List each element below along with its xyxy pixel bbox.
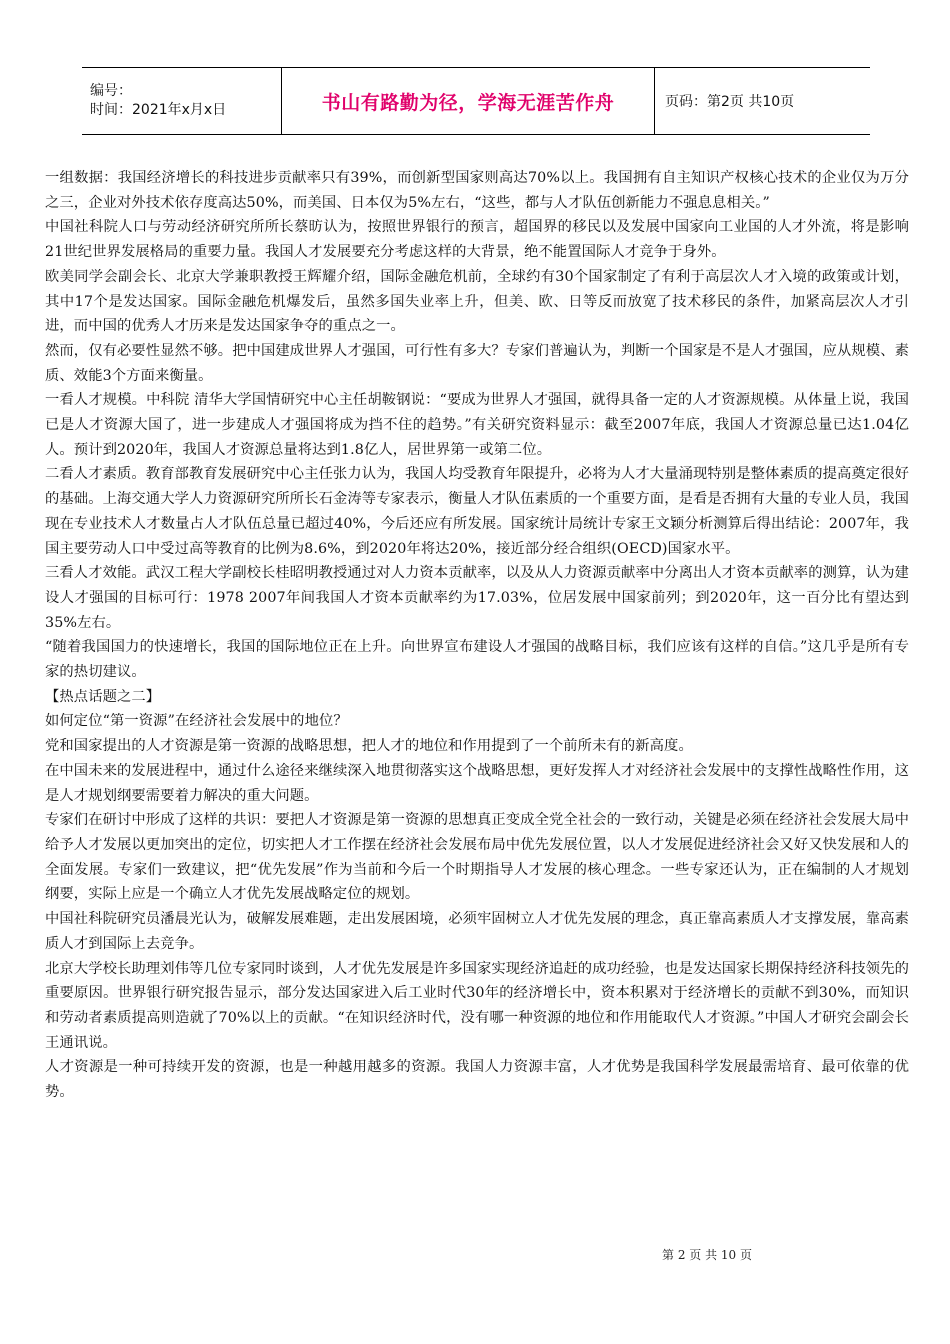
paragraph: 北京大学校长助理刘伟等几位专家同时谈到，人才优先发展是许多国家实现经济追赶的成功经验，也是发达国家长期保持经济科技领先的重要原因。世界银行研究报告显示，部分发达国家进入后工业时代30年的经济增长中，资本积累对于经济增长的贡献不到30%，而知识和劳动者素质提高则造就了70%以上的贡献。“在知识经济时代，没有哪一种资源的地位和作用能取代人才资源。”中国人才研究会副会长王通讯说。 [45, 960, 909, 1051]
paragraph: 一组数据：我国经济增长的科技进步贡献率只有39%，而创新型国家则高达70%以上。我国拥有自主知识产权核心技术的企业仅为万分之三，企业对外技术依存度高达50%，而美国、日本仅为5%左右，“这些，都与人才队伍创新能力不强息息相关。” [45, 170, 909, 211]
paragraph: 在中国未来的发展进程中，通过什么途径来继续深入地贯彻落实这个战略思想，更好发挥人才对经济社会发展中的支撑性战略性作用，这是人才规划纲要需要着力解决的重大问题。 [45, 762, 909, 804]
page-footer: 第 2 页 共 10 页 [662, 1248, 752, 1262]
paragraph: 一看人才规模。中科院 清华大学国情研究中心主任胡鞍钢说：“要成为世界人才强国，就得具备一定的人才资源规模。从体量上说，我国已是人才资源大国了，进一步建成人才强国将成为挡不住的趋势。”有关研究资料显示：截至2007年底，我国人才资源总量已达1.04亿人。预计到2020年，我国人才资源总量将达到1.8亿人，居世界第一或第二位。 [45, 392, 909, 458]
header-motto: 书山有路勤为径，学海无涯苦作舟 [321, 91, 615, 114]
header-motto-cell [282, 68, 655, 134]
section-heading: 【热点话题之二】 [45, 688, 161, 705]
time-label: 时间：2021年x月x日 [90, 102, 227, 118]
header-meta [82, 68, 282, 134]
paragraph: 中国社科院人口与劳动经济研究所所长蔡昉认为，按照世界银行的预言，超国界的移民以及发展中国家向工业国的人才外流，将是影响21世纪世界发展格局的重要力量。我国人才发展要充分考虑这样的大背景，绝不能置国际人才竞争于身外。 [45, 219, 909, 261]
paragraph: 欧美同学会副会长、北京大学兼职教授王辉耀介绍，国际金融危机前，全球约有30个国家制定了有利于高层次人才入境的政策或计划，其中17个是发达国家。国际金融危机爆发后，虽然多国失业率上升，但美、欧、日等反而放宽了技术移民的条件，加紧高层次人才引进，而中国的优秀人才历来是发达国家争夺的重点之一。 [45, 268, 909, 335]
header-page-info: 页码：第2页 共10页 [665, 94, 795, 110]
header-page-info-cell [655, 68, 870, 134]
paragraph: 人才资源是一种可持续开发的资源，也是一种越用越多的资源。我国人力资源丰富，人才优势是我国科学发展最需培育、最可依靠的优势。 [45, 1059, 909, 1101]
document-body [45, 166, 909, 1105]
paragraph: “随着我国国力的快速增长，我国的国际地位正在上升。向世界宣布建设人才强国的战略目标，我们应该有这样的自信。”这几乎是所有专家的热切建议。 [45, 639, 909, 681]
section-question: 如何定位“第一资源”在经济社会发展中的地位？ [45, 713, 348, 730]
paragraph: 然而，仅有必要性显然不够。把中国建成世界人才强国，可行性有多大？专家们普遍认为，判断一个国家是不是人才强国，应从规模、素质、效能3个方面来衡量。 [45, 342, 909, 384]
paragraph: 二看人才素质。教育部教育发展研究中心主任张力认为，我国人均受教育年限提升，必将为人才大量涌现特别是整体素质的提高奠定很好的基础。上海交通大学人力资源研究所所长石金涛等专家表示，衡量人才队伍素质的一个重要方面，是看是否拥有大量的专业人员，我国现在专业技术人才数量占人才队伍总量已超过40%，今后还应有所发展。国家统计局统计专家王文颖分析测算后得出结论：2007年，我国主要劳动人口中受过高等教育的比例为8.6%，到2020年将达20%，接近部分经合组织(OECD)国家水平。 [45, 466, 909, 557]
paragraph: 专家们在研讨中形成了这样的共识：要把人才资源是第一资源的思想真正变成全党全社会的一致行动，关键是必须在经济社会发展大局中给予人才发展以更加突出的定位，切实把人才工作摆在经济社会发展布局中优先发展位置，以人才发展促进经济社会又好又快发展和人的全面发展。专家们一致建议，把“优先发展”作为当前和今后一个时期指导人才发展的核心理念。一些专家还认为，正在编制的人才规划纲要，实际上应是一个确立人才优先发展战略定位的规划。 [45, 812, 909, 903]
page-header [82, 67, 870, 135]
paragraph: 党和国家提出的人才资源是第一资源的战略思想，把人才的地位和作用提到了一个前所未有的新高度。 [45, 738, 693, 755]
paragraph: 三看人才效能。武汉工程大学副校长桂昭明教授通过对人力资本贡献率，以及从人力资源贡献率中分离出人才资本贡献率的测算，认为建设人才强国的目标可行：1978 2007年间我国人才资本贡献率约为17.03%，位居发展中国家前列；到2020年，这一百分比有望达到35%左右。 [45, 565, 909, 631]
number-label: 编号： [90, 83, 132, 99]
paragraph: 中国社科院研究员潘晨光认为，破解发展难题，走出发展困境，必须牢固树立人才优先发展的理念，真正靠高素质人才支撑发展，靠高素质人才到国际上去竞争。 [45, 911, 909, 952]
